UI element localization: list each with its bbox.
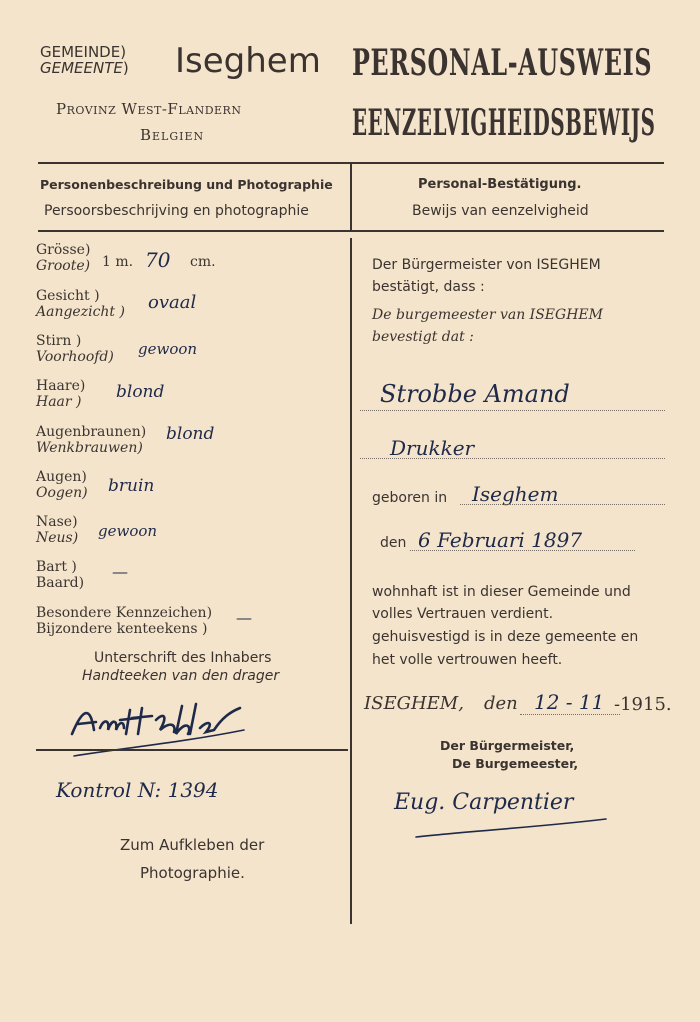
mayor-signature-flourish: [410, 815, 610, 845]
holder-occupation: Drukker: [390, 436, 475, 460]
field-de-label: Nase): [36, 514, 78, 530]
resident-de-2: volles Vertrauen verdient.: [372, 606, 554, 622]
country: Belgien: [140, 126, 205, 144]
issue-day-month: 12 - 11: [534, 690, 605, 714]
special-marks-value: —: [236, 608, 252, 627]
signature-label-nl: Handteeken van den drager: [82, 668, 280, 684]
field-nl-label: Neus): [36, 530, 79, 546]
field-groesse: [36, 242, 90, 274]
gemeinde-label: [40, 44, 129, 76]
haare-value: blond: [116, 382, 165, 402]
name-line: [360, 410, 665, 411]
right-header-de: Personal-Bestätigung.: [418, 177, 582, 192]
field-nl-label: Baard): [36, 575, 85, 591]
mayor-de: Der Bürgermeister,: [440, 738, 575, 753]
field-augenbraunen: [36, 424, 146, 456]
field-nl-label: Wenkbrauwen): [36, 440, 143, 456]
province: Provinz West-Flandern: [56, 100, 242, 118]
confirm-de-2: bestätigt, dass :: [372, 279, 485, 295]
groesse-value: 70: [145, 248, 171, 272]
column-divider-top: [350, 164, 352, 230]
title-de: PERSONAL-AUSWEIS: [352, 42, 653, 84]
issue-date-line: [520, 714, 620, 715]
field-de-label: Grösse): [36, 242, 91, 258]
section-rule: [38, 230, 664, 232]
left-header-de: Personenbeschreibung und Photographie: [40, 177, 333, 192]
resident-de-1: wohnhaft ist in dieser Gemeinde und: [372, 584, 631, 600]
photo-placeholder-line2: Photographie.: [140, 864, 245, 882]
resident-nl-2: het volle vertrouwen heeft.: [372, 652, 563, 668]
field-de-label: Augen): [36, 469, 87, 485]
field-augen: [36, 469, 88, 501]
gemeente-nl: GEMEENTE: [40, 59, 123, 77]
left-bottom-rule: [36, 749, 348, 751]
groesse-prefix: 1 m.: [102, 254, 134, 270]
born-date-line: [410, 550, 635, 551]
signature-label-de: Unterschrift des Inhabers: [94, 650, 272, 666]
field-de-label: Bart ): [36, 559, 77, 575]
field-nl-label: Bijzondere kenteekens ): [36, 621, 208, 637]
issue-place: ISEGHEM,: [364, 693, 464, 714]
bracket: ): [120, 43, 127, 61]
column-divider: [350, 238, 352, 924]
field-bart: [36, 559, 84, 591]
bracket: ): [122, 59, 129, 77]
resident-nl-1: gehuisvestigd is in deze gemeente en: [372, 629, 639, 645]
born-place: Iseghem: [472, 482, 559, 506]
town-name: Iseghem: [175, 41, 321, 81]
field-stirn: [36, 333, 114, 365]
mayor-signature: Eug. Carpentier: [394, 790, 574, 815]
stirn-value: gewoon: [138, 340, 198, 358]
field-special-marks: [36, 605, 212, 637]
issue-year: -1915.: [614, 694, 672, 715]
mayor-nl: De Burgemeester,: [452, 756, 579, 771]
augenbraunen-value: blond: [166, 424, 215, 444]
augen-value: bruin: [108, 476, 155, 496]
control-number: Kontrol N: 1394: [56, 778, 219, 802]
field-gesicht: [36, 288, 125, 320]
groesse-suffix: cm.: [190, 254, 216, 270]
born-label: geboren in: [372, 490, 448, 506]
field-nase: [36, 514, 78, 546]
title-nl: EENZELVIGHEIDSBEWIJS: [352, 102, 656, 144]
gemeinde-de: GEMEINDE: [40, 43, 121, 61]
born-place-line: [460, 504, 665, 505]
photo-placeholder-line1: Zum Aufkleben der: [120, 836, 265, 854]
field-de-label: Gesicht ): [36, 288, 100, 304]
bart-value: —: [112, 562, 128, 581]
occupation-line: [360, 458, 665, 459]
gesicht-value: ovaal: [148, 292, 197, 313]
field-haare: [36, 378, 85, 410]
holder-name: Strobbe Amand: [380, 380, 570, 408]
field-de-label: Augenbraunen): [36, 424, 147, 440]
issue-den: den: [484, 693, 518, 714]
field-nl-label: Aangezicht ): [36, 304, 125, 320]
field-de-label: Haare): [36, 378, 86, 394]
field-nl-label: Haar ): [36, 394, 82, 410]
confirm-de-1: Der Bürgermeister von ISEGHEM: [372, 257, 601, 273]
left-header-nl: Persoorsbeschrijving en photographie: [44, 203, 309, 219]
field-nl-label: Groote): [36, 258, 91, 274]
nase-value: gewoon: [98, 522, 158, 540]
field-de-label: Stirn ): [36, 333, 82, 349]
field-nl-label: Oogen): [36, 485, 88, 501]
right-header-nl: Bewijs van eenzelvigheid: [412, 203, 589, 219]
field-nl-label: Voorhoofd): [36, 349, 114, 365]
born-date-label: den: [380, 535, 407, 551]
confirm-nl-2: bevestigt dat :: [372, 329, 474, 345]
born-date: 6 Februari 1897: [418, 528, 583, 552]
field-de-label: Besondere Kennzeichen): [36, 605, 213, 621]
confirm-nl-1: De burgemeester van ISEGHEM: [372, 307, 603, 323]
